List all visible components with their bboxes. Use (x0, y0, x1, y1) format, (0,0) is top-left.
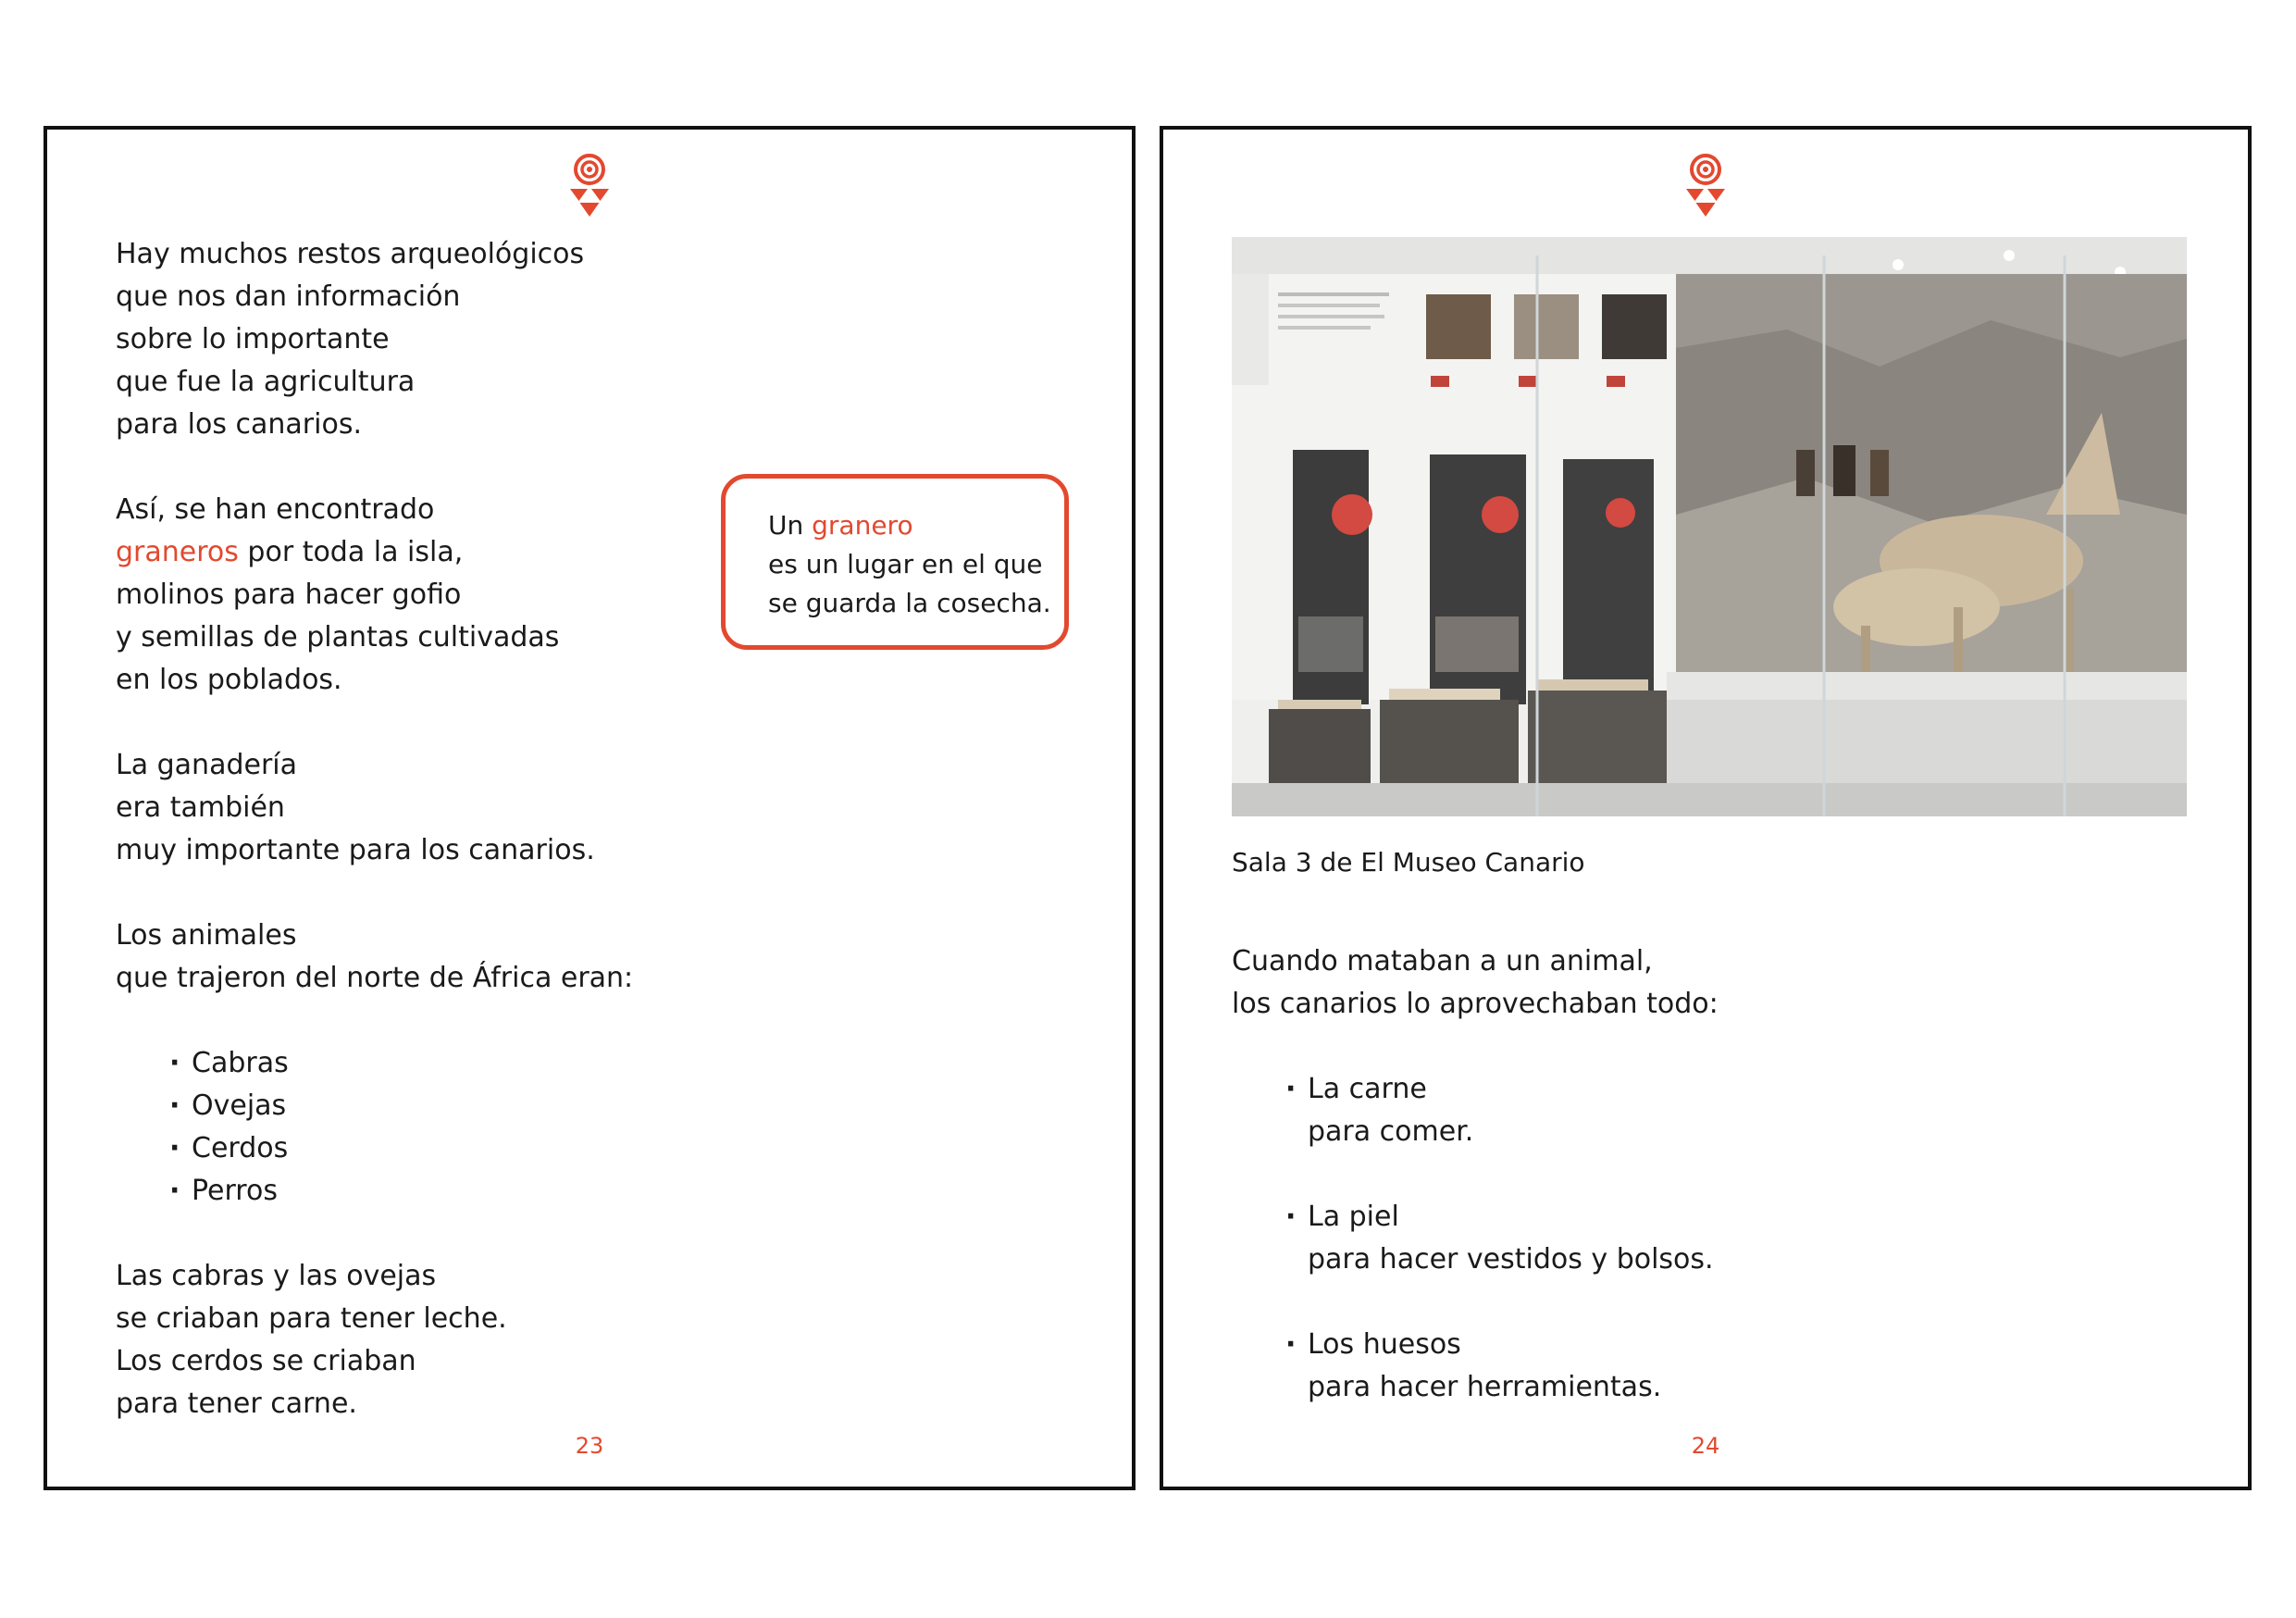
use-item: · La piel (1308, 1201, 1399, 1233)
livestock-line: La ganadería (116, 749, 298, 781)
closing-line: para tener carne. (116, 1388, 357, 1420)
left-text (116, 233, 633, 1425)
livestock-line: era también (116, 791, 285, 824)
use-purpose: para hacer herramientas. (1308, 1371, 1662, 1403)
animals-intro-line: Los animales (116, 919, 297, 952)
closing-line: Las cabras y las ovejas (116, 1260, 437, 1292)
right-text (1232, 940, 1719, 1409)
list-item (1285, 1068, 1719, 1153)
page-23 (43, 126, 1136, 1490)
closing-line: Los cerdos se criaban (116, 1345, 416, 1377)
page-24 (1160, 126, 2252, 1490)
animals-intro-line: que trajeron del norte de África eran: (116, 962, 634, 994)
closing-line: se criaban para tener leche. (116, 1302, 507, 1335)
found-line-2 (116, 531, 633, 574)
list-item: · Ovejas (169, 1085, 633, 1127)
list-item (1285, 1324, 1719, 1409)
list-item: · Cabras (169, 1042, 633, 1085)
intro-line: Cuando mataban a un animal, (1232, 945, 1653, 977)
found-line: en los poblados. (116, 664, 342, 696)
granero-highlight: graneros (116, 536, 239, 568)
intro-line: los canarios lo aprovechaban todo: (1232, 988, 1719, 1020)
intro-line: que nos dan información (116, 280, 461, 313)
livestock-line: muy importante para los canarios. (116, 834, 595, 866)
use-item: · La carne (1308, 1073, 1427, 1105)
target-triangles-logo-icon (1684, 154, 1727, 218)
callout-line-3: se guarda la cosecha. (768, 588, 1051, 618)
intro-line: Hay muchos restos arqueológicos (116, 238, 585, 270)
found-line: Así, se han encontrado (116, 493, 435, 526)
intro-line: sobre lo importante (116, 323, 390, 355)
uses-list (1232, 1068, 1719, 1409)
intro-line: para los canarios. (116, 408, 363, 441)
callout-prefix: Un (768, 510, 813, 541)
target-triangles-logo-icon (568, 154, 611, 218)
found-line: y semillas de plantas cultivadas (116, 621, 560, 653)
list-item: · Perros (169, 1170, 633, 1213)
use-purpose: para comer. (1308, 1115, 1474, 1148)
callout-term: granero (812, 510, 913, 541)
page-number: 24 (1691, 1433, 1720, 1459)
museum-exhibit-illustration (1232, 237, 2187, 816)
found-line: molinos para hacer gofio (116, 579, 462, 611)
list-item (1285, 1196, 1719, 1281)
museum-room-photo (1232, 237, 2187, 816)
use-purpose: para hacer vestidos y bolsos. (1308, 1243, 1714, 1276)
use-item: · Los huesos (1308, 1328, 1461, 1361)
definition-callout (721, 474, 1069, 650)
found-line-2-rest: por toda la isla, (238, 536, 464, 568)
callout-line-2: es un lugar en el que (768, 549, 1043, 579)
photo-caption: Sala 3 de El Museo Canario (1232, 847, 1585, 877)
animals-list (116, 1042, 633, 1213)
callout-line-1 (768, 506, 1064, 545)
page-number: 23 (575, 1433, 604, 1459)
intro-line: que fue la agricultura (116, 366, 416, 398)
list-item: · Cerdos (169, 1127, 633, 1170)
